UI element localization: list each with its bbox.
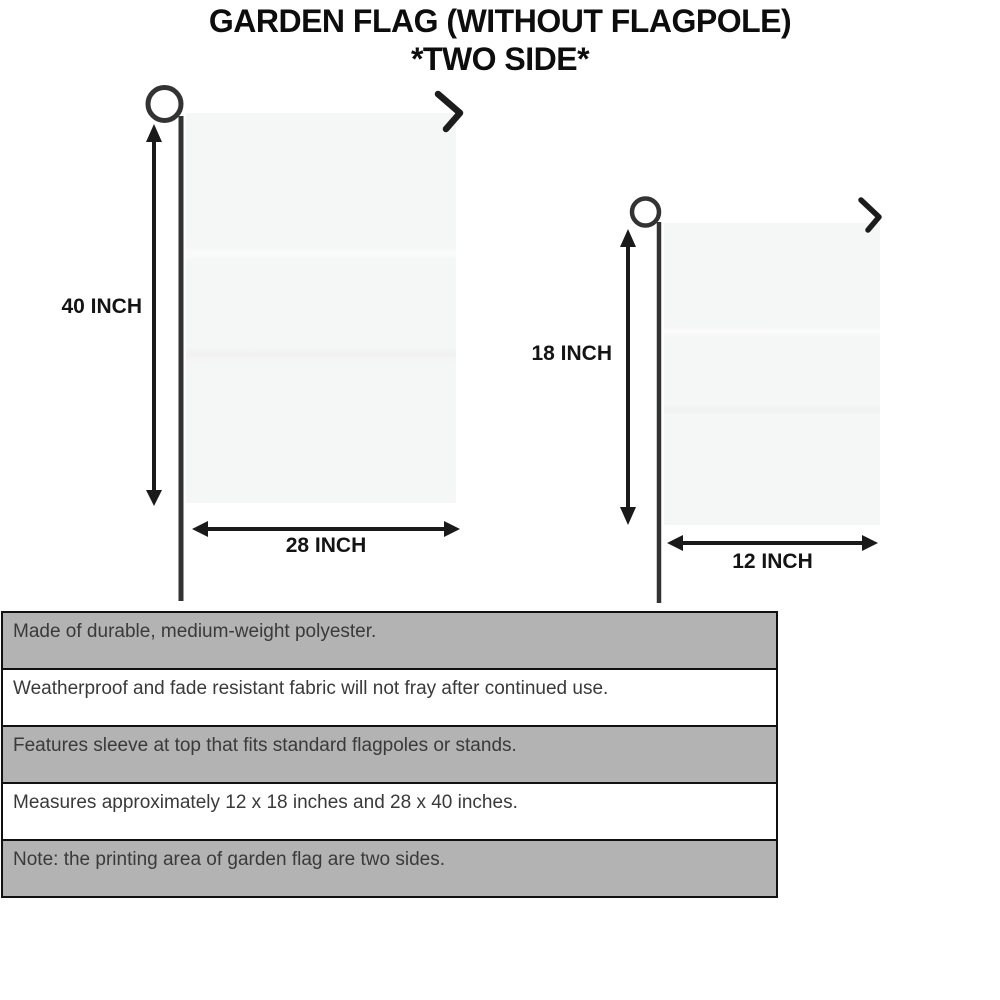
large-flag-width-label: 28 INCH [285,534,367,557]
feature-text: Weatherproof and fade resistant fabric will not fray after continued use. [13,678,609,699]
feature-text: Note: the printing area of garden flag are two sides. [13,849,445,870]
page-title: GARDEN FLAG (WITHOUT FLAGPOLE) [208,3,792,39]
feature-row [1,839,778,898]
feature-text: Made of durable, medium-weight polyester. [13,621,377,642]
small-flagpole-loop-icon [632,199,659,226]
small-height-arrow [620,229,636,525]
large-height-arrow [146,124,162,506]
large-flag-height-label: 40 INCH [61,295,142,318]
feature-row [1,725,778,784]
large-flag-hook-icon [438,94,460,129]
large-flagpole-loop-icon [148,88,181,121]
small-flag-hook-icon [861,200,879,230]
page-subtitle: *TWO SIDE* [410,41,590,77]
small-width-arrow [667,535,878,551]
feature-row [1,668,778,727]
feature-row [1,782,778,841]
small-flag-height-label: 18 INCH [531,342,612,365]
feature-text: Measures approximately 12 x 18 inches and 28 x 40 inches. [13,792,518,813]
small-flag-width-label: 12 INCH [732,550,813,573]
feature-row [1,611,778,670]
feature-text: Features sleeve at top that fits standard flagpoles or stands. [13,735,517,756]
feature-table [1,611,778,898]
